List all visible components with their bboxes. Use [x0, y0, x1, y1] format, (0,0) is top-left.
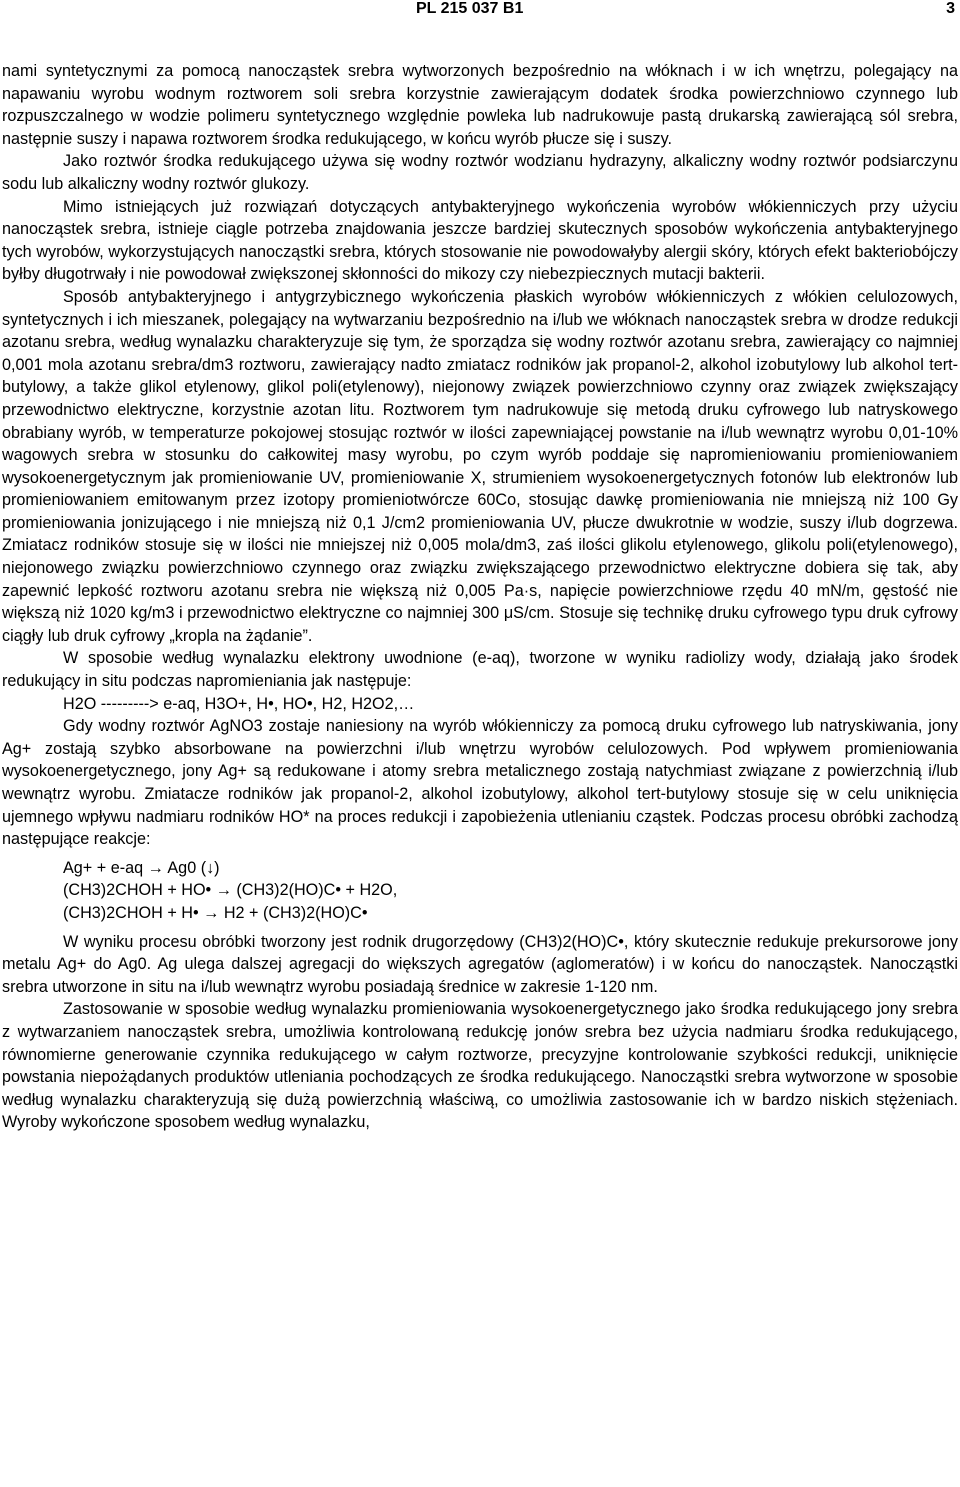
paragraph: Zastosowanie w sposobie według wynalazku promieniowania wysokoenergetycznego jako środka redukującego jony srebra z wytwarzaniem nanocząstek srebra, umożliwia kontrolowaną redukcję jonów srebra bez użycia nadmiaru środka redukującego, równomierne generowanie czynnika redukującego w całym roztworze, precyzyjne kontrolowanie szybkości redukcji, uniknięcie powstania niepożądanych produktów utleniania pochodzących ze środka redukującego. Nanocząstki srebra wytworzone w sposobie według wynalazku charakteryzują się dużą powierzchnią właściwą, co umożliwia zastosowanie ich w bardzo niskich stężeniach. Wyroby wykończone sposobem według wynalazku,	[2, 1000, 958, 1132]
paragraph: Mimo istniejących już rozwiązań dotyczących antybakteryjnego wykończenia wyrobów włókienniczych przy użyciu nanocząstek srebra, istnieje ciągle potrzeba znajdowania jeszcze bardziej skutecznych sposobów wykończenia antybakteryjnego tych wyrobów, wykorzystujących nanocząstki srebra, których stosowanie nie powodowałyby alergii skóry, których efekt bakteriobójczy byłby długotrwały i nie powodował zwiększonej skłonności do mikozy czy niebezpiecznych mutacji bakterii.	[2, 197, 958, 284]
document-body	[2, 60, 958, 1134]
paragraph: nami syntetycznymi za pomocą nanocząstek srebra wytworzonych bezpośrednio na włóknach i w ich wnętrzu, polegający na napawaniu wyrobu wodnym roztworem soli srebra korzystnie zawierającym dodatek środka powierzchniowo czynnego lub rozpuszczalnego w wodzie polimeru syntetycznego względnie powleka lub nadrukowuje pastą drukarską zawierającą sól srebra, następnie suszy i napawa roztworem środka redukującego, w końcu wyrób płucze się i suszy.	[2, 62, 958, 148]
paragraph: W sposobie według wynalazku elektrony uwodnione (e-aq), tworzone w wyniku radiolizy wody, działają jako środek redukujący in situ podczas napromieniania jak następuje:	[2, 649, 958, 691]
formula-line: H2O ---------> e-aq, H3O+, H•, HO•, H2, H2O2,…	[63, 694, 415, 713]
page-header	[0, 0, 960, 22]
paragraph: Jako roztwór środka redukującego używa się wodny roztwór wodzianu hydrazyny, alkaliczny wodny roztwór podsiarczynu sodu lub alkaliczny wodny roztwór glukozy.	[2, 152, 958, 193]
formula-line: Ag+ + e-aq → Ag0 (↓)	[63, 858, 220, 877]
page-number: 3	[946, 0, 955, 17]
formula-line: (CH3)2CHOH + H• → H2 + (CH3)2(HO)C•	[63, 903, 368, 922]
paragraph: Gdy wodny roztwór AgNO3 zostaje naniesiony na wyrób włókienniczy za pomocą druku cyfrowego lub natryskiwania, jony Ag+ zostają szybko absorbowane na powierzchni i/lub wnętrzu wyrobów celulozowych. Pod wpływem promieniowania wysokoenergetycznego, jony Ag+ są redukowane i atomy srebra metalicznego zostają natychmiast związane z powierzchnią i/lub wewnątrz wyrobu. Zmiatacze rodników jak propanol-2, alkohol izobutylowy, alkohol tert-butylowy stosuje się w celu uniknięcia ujemnego wpływu nadmiaru rodników HO* na proces redukcji i zapobieżenia utlenianiu cząstek. Podczas procesu obróbki zachodzą następujące reakcje:	[2, 717, 958, 849]
paragraph: W wyniku procesu obróbki tworzony jest rodnik drugorzędowy (CH3)2(HO)C•, który skutecznie redukuje prekursorowe jony metalu Ag+ do Ag0. Ag ulega dalszej agregacji do większych agregatów (aglomeratów) i w końcu do nanocząstek. Nanocząstki srebra utworzone in situ na i/lub wewnątrz wyrobu posiadają średnice w zakresie 1-120 nm.	[2, 932, 958, 996]
patent-number: PL 215 037 B1	[416, 0, 524, 17]
formula-line: (CH3)2CHOH + HO• → (CH3)2(HO)C• + H2O,	[63, 881, 398, 900]
paragraph: Sposób antybakteryjnego i antygrzybicznego wykończenia płaskich wyrobów włókienniczych z włókien celulozowych, syntetycznych i ich mieszanek, polegający na wytwarzaniu bezpośrednio na i/lub we włóknach nanocząstek srebra w drodze redukcji azotanu srebra, według wynalazku charakteryzuje się tym, że sporządza się wodny roztwór azotanu srebra, zawierający co najmniej 0,001 mola azotanu srebra/dm3 roztworu, zawierający nadto zmiatacz rodników jak propanol-2, alkohol izobutylowy lub alkohol tert-butylowy, a także glikol etylenowy, glikol poli(etylenowy), niejonowy związek powierzchniowo czynny oraz związek zwiększający przewodnictwo elektryczne, korzystnie azotan litu. Roztworem tym nadrukowuje się metodą druku cyfrowego lub natryskowego obrabiany wyrób, w temperaturze pokojowej stosując roztwór w ilości zapewniającej powstanie na i/lub wewnątrz wyrobu 0,01-10% wagowych srebra w stosunku do całkowitej masy wyrobu, po czym wyrób poddaje się napromieniowaniu promieniowaniem wysokoenergetycznym jak promieniowanie UV, promieniowanie X, strumieniem wysokoenergetycznych fotonów lub elektronów lub promieniowaniem emitowanym przez izotopy promieniotwórcze 60Co, stosując dawkę promieniowania nie mniejszą niż 100 Gy promieniowania jonizującego i nie mniejszą niż 0,1 J/cm2 promieniowania UV, płucze dwukrotnie w wodzie, suszy i/lub dogrzewa. Zmiatacz rodników stosuje się w ilości nie mniejszej niż 0,005 mola/dm3, zaś ilości glikolu etylenowego, glikolu poli(etylenowego), niejonowego związku powierzchniowo czynnego oraz związku zwiększającego przewodnictwo elektryczne dobiera się tak, aby zapewnić lepkość roztworu azotanu srebra nie większą niż 0,005 Pa·s, napięcie powierzchniowe rzędu 40 mN/m, gęstość nie większą niż 1020 kg/m3 i przewodnictwo elektryczne co najmniej 300 μS/cm. Stosuje się technikę druku cyfrowego typu druk cyfrowy ciągły lub druk cyfrowy „kropla na żądanie”.	[2, 287, 958, 645]
